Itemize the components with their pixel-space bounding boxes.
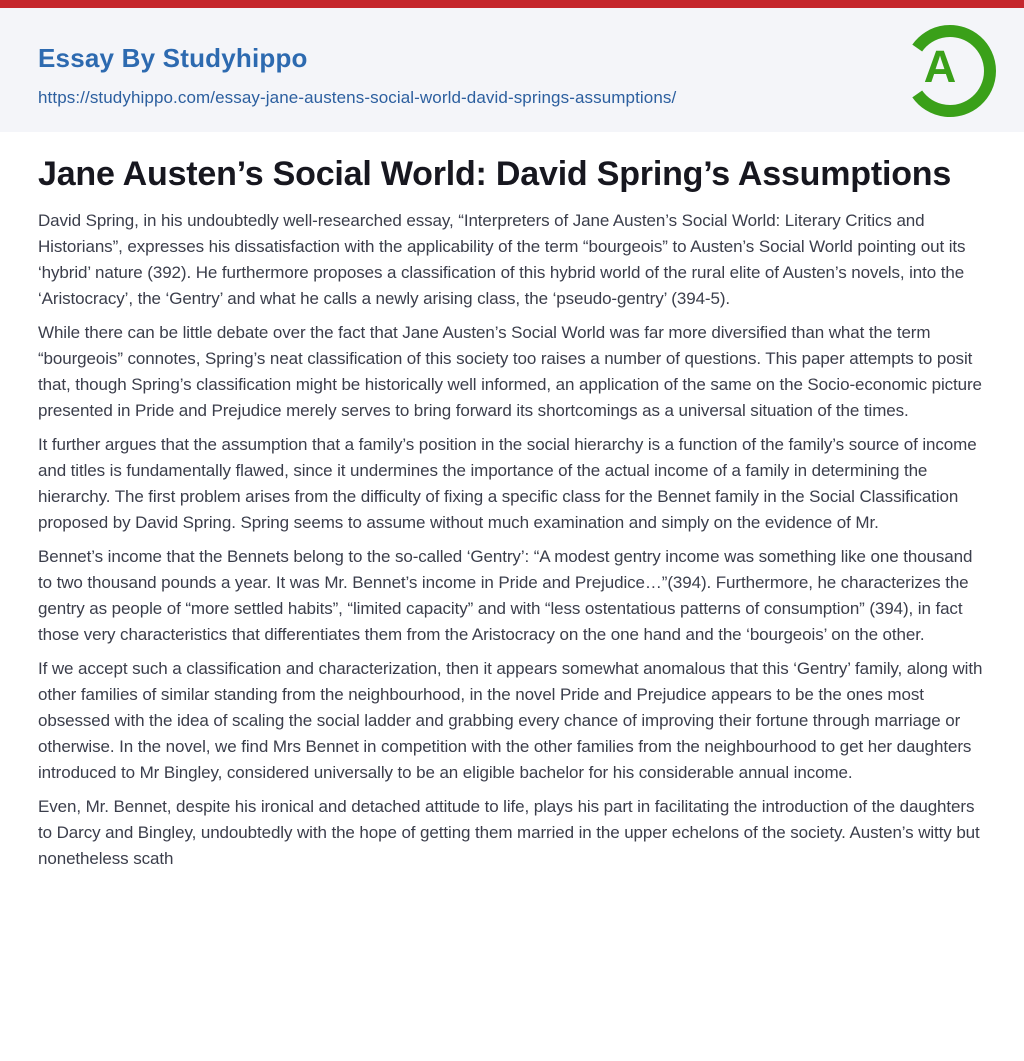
essay-url-link[interactable]: https://studyhippo.com/essay-jane-austens-social-world-david-springs-assumptions/ xyxy=(38,87,677,107)
page-title: Jane Austen’s Social World: David Spring’s Assumptions xyxy=(38,155,952,193)
site-name: Essay By Studyhippo xyxy=(38,42,308,73)
studyhippo-logo xyxy=(902,23,998,119)
article-paragraph-6: Even, Mr. Bennet, despite his ironical and detached attitude to life, plays his part in facilitating the introduction of the daughters to Darcy and Bingley, undoubtedly with the hope of getting them married in the upper echelons of the society. Austen’s witty but nonetheless scath xyxy=(38,797,980,868)
article-paragraph-5: If we accept such a classification and characterization, then it appears somewhat anomalous that this ‘Gentry’ family, along with other families of similar standing from the neighbourhood, in the novel Pride and Prejudice appears to be the ones most obsessed with the idea of scaling the social ladder and grabbing every chance of improving their fortune through marriage or otherwise. In the novel, we find Mrs Bennet in competition with the other families from the neighbourhood to get her daughters introduced to Mr Bingley, considered universally to be an eligible bachelor for his considerable annual income. xyxy=(38,659,983,782)
top-accent-bar xyxy=(0,0,1024,8)
essay-content xyxy=(0,132,1024,910)
article-paragraph-2: While there can be little debate over the fact that Jane Austen’s Social World was far more diversified than what the term “bourgeois” connotes, Spring’s neat classification of this society too raises a number of questions. This paper attempts to posit that, though Spring’s classification might be historically well informed, an application of the same on the Socio-economic picture presented in Pride and Prejudice merely serves to bring forward its shortcomings as a universal situation of the times. xyxy=(38,323,982,420)
site-header xyxy=(0,8,1024,132)
logo-letter: A xyxy=(923,41,957,92)
header-text-block xyxy=(38,33,676,108)
article-paragraph-1: David Spring, in his undoubtedly well-researched essay, “Interpreters of Jane Austen’s Social World: Literary Critics and Historians”, expresses his dissatisfaction with the applicability of the term “bourgeois” to Austen’s Social World pointing out its ‘hybrid’ nature (392). He furthermore proposes a classification of this hybrid world of the rural elite of Austen’s novels, into the ‘Aristocracy’, the ‘Gentry’ and what he calls a newly arising class, the ‘pseudo-gentry’ (394-5). xyxy=(38,211,966,308)
article-paragraph-3: It further argues that the assumption that a family’s position in the social hierarchy is a function of the family’s source of income and titles is fundamentally flawed, since it undermines the importance of the actual income of a family in determining the hierarchy. The first problem arises from the difficulty of fixing a specific class for the Bennet family in the Social Classification proposed by David Spring. Spring seems to assume without much examination and simply on the evidence of Mr. xyxy=(38,435,977,532)
article-paragraph-4: Bennet’s income that the Bennets belong to the so-called ‘Gentry’: “A modest gentry income was something like one thousand to two thousand pounds a year. It was Mr. Bennet’s income in Pride and Prejudice…”(394). Furthermore, he characterizes the gentry as people of “more settled habits”, “limited capacity” and with “less ostentatious patterns of consumption” (394), in fact those very characteristics that differentiates them from the Aristocracy on the one hand and the ‘bourgeois’ on the other. xyxy=(38,547,973,644)
circle-a-logo-icon xyxy=(902,23,998,119)
